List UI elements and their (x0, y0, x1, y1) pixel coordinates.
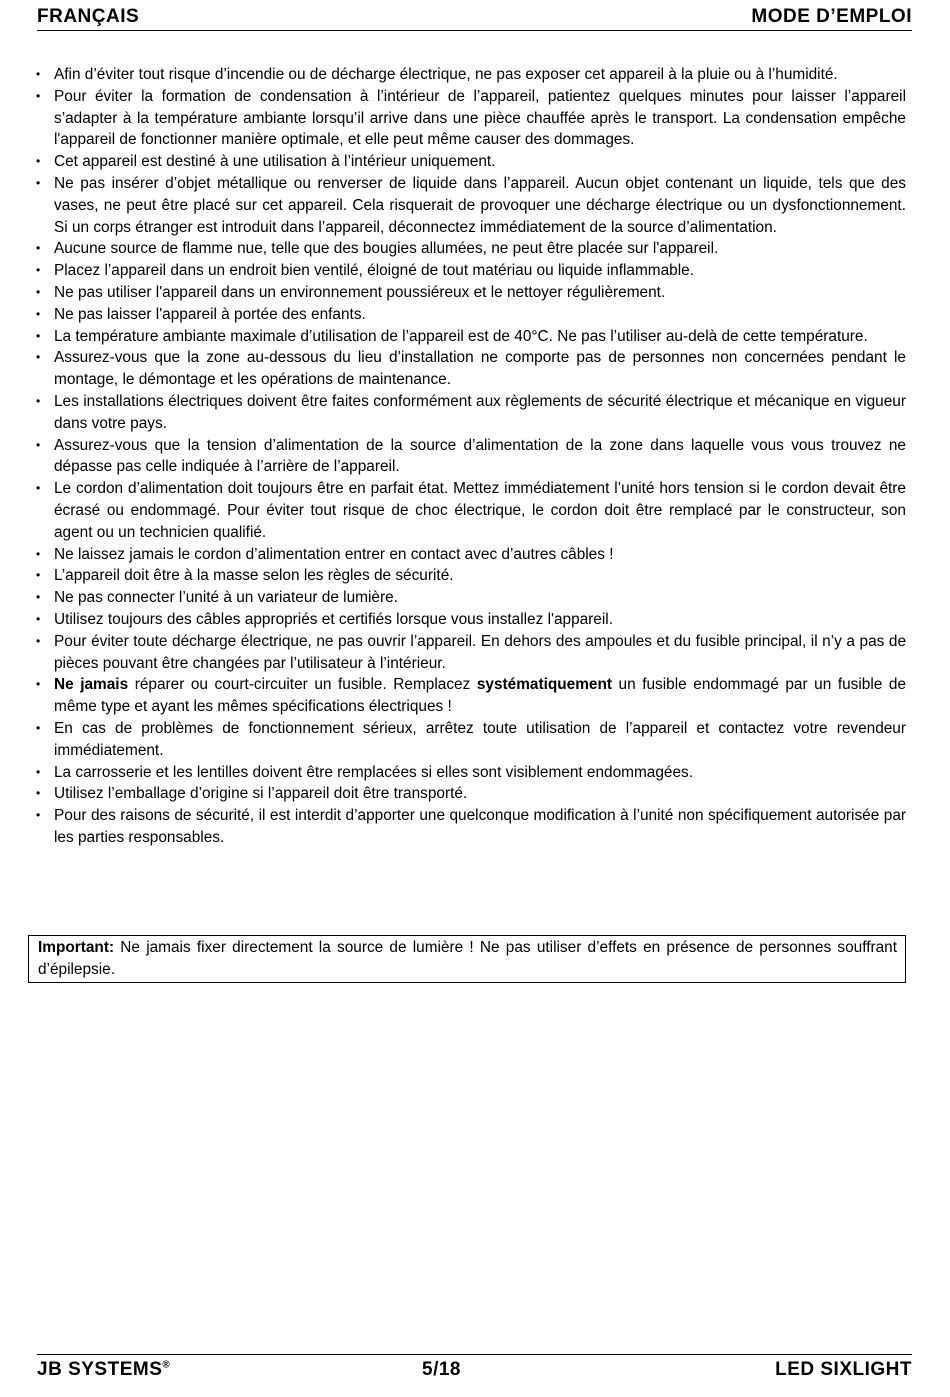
important-label: Important: (38, 939, 115, 956)
list-item-text: Ne laissez jamais le cordon d’alimentation entrer en contact avec d’autres câbles ! (54, 545, 614, 563)
list-item (36, 805, 906, 849)
list-item (36, 326, 906, 348)
list-item (36, 631, 906, 675)
list-item (36, 64, 906, 86)
list-item (36, 674, 906, 718)
list-item (36, 86, 906, 151)
footer-brand (37, 1357, 170, 1383)
list-item (36, 391, 906, 435)
bullet-icon: • (36, 328, 41, 343)
bullet-icon: • (36, 720, 41, 735)
list-item-text: Ne pas connecter l’unité à un variateur de lumière. (54, 589, 398, 607)
list-item-text: Placez l’appareil dans un endroit bien ventilé, éloigné de tout matériau ou liquide inflammable. (54, 262, 694, 280)
list-item-text: Pour éviter toute décharge électrique, ne pas ouvrir l’appareil. En dehors des ampoules et du fusible principal, il n’y a pas de pièces pouvant être changées par l’utilisateur à l’intérieur. (54, 632, 906, 672)
list-item-text: Utilisez l’emballage d’origine si l’appareil doit être transporté. (54, 785, 468, 803)
list-item (36, 260, 906, 282)
list-item (36, 282, 906, 304)
bullet-list (36, 64, 906, 849)
list-item-text: Afin d’éviter tout risque d’incendie ou de décharge électrique, ne pas exposer cet appareil à la pluie ou à l’humidité. (54, 66, 838, 83)
bullet-icon: • (36, 677, 41, 692)
bullet-icon: • (36, 241, 41, 256)
list-item-text: Aucune source de flamme nue, telle que des bougies allumées, ne peut être placée sur l'appareil. (54, 240, 719, 258)
list-item (36, 173, 906, 238)
bullet-icon: • (36, 633, 41, 648)
bullet-icon: • (36, 568, 41, 583)
bullet-icon: • (36, 481, 41, 496)
list-item-text: Cet appareil est destiné à une utilisation à l’intérieur uniquement. (54, 153, 496, 171)
bullet-icon: • (36, 786, 41, 801)
list-item (36, 718, 906, 762)
list-item-text: Les installations électriques doivent être faites conformément aux règlements de sécurité électrique et mécanique en vigueur dans votre pays. (54, 392, 906, 432)
bullet-icon: • (36, 284, 41, 299)
bullet-icon: • (36, 67, 41, 81)
bullet-icon: • (36, 611, 41, 626)
list-item-text: En cas de problèmes de fonctionnement sérieux, arrêtez toute utilisation de l’appareil et contactez votre revendeur immédiatement. (54, 719, 906, 759)
important-notice (28, 935, 906, 983)
list-item (36, 565, 906, 587)
list-item (36, 544, 906, 566)
header-language: FRANÇAIS (37, 6, 140, 27)
list-item (36, 478, 906, 543)
list-item-text: Assurez-vous que la tension d’alimentation de la source d’alimentation de la zone dans laquelle vous vous trouvez ne dépasse pas celle indiquée à l’arrière de l’appareil. (54, 436, 906, 476)
list-item-text: un fusible endommagé par un fusible de même type et ayant les mêmes spécifications électriques ! (54, 676, 907, 716)
footer-product: LED SIXLIGHT (775, 1359, 912, 1380)
footer-brand-name: JB SYSTEMS (37, 1359, 163, 1380)
list-item (36, 783, 906, 805)
important-text: Ne jamais fixer directement la source de lumière ! Ne pas utiliser d’effets en présence de personnes souffrant d’épilepsie. (38, 939, 897, 978)
bullet-icon: • (36, 437, 41, 452)
bullet-icon: • (36, 306, 41, 321)
list-item (36, 238, 906, 260)
list-item-text: Ne pas insérer d’objet métallique ou renverser de liquide dans l’appareil. Aucun objet contenant un liquide, tels que des vases, ne peut être placé sur cet appareil. Cela risquerait de provoquer une décharge électrique ou un dysfonctionnement. Si un corps étranger est introduit dans l’appareil, déconnectez immédiatement de la source d’alimentation. (54, 174, 906, 236)
list-item-text: L’appareil doit être à la masse selon les règles de sécurité. (54, 567, 454, 585)
bullet-icon: • (36, 808, 41, 823)
list-item-text: Pour éviter la formation de condensation à l’intérieur de l’appareil, patientez quelques minutes pour laisser l’appareil s’adapter à la température ambiante lorsqu’il arrive dans une pièce chauffée après le transport. La condensation empêche l'appareil de fonctionner manière optimale, et elle peut même causer des dommages. (54, 87, 906, 149)
list-item-text: La température ambiante maximale d’utilisation de l’appareil est de 40°C. Ne pas l’utiliser au-delà de cette température. (54, 327, 868, 345)
bullet-icon: • (36, 350, 41, 365)
page-footer (37, 1354, 912, 1391)
list-item (36, 762, 906, 784)
page-header (37, 2, 912, 31)
safety-instructions (36, 64, 906, 849)
bullet-icon: • (36, 154, 41, 169)
bullet-icon: • (36, 175, 41, 190)
bullet-icon: • (36, 393, 41, 408)
list-item-text: La carrosserie et les lentilles doivent être remplacées si elles sont visiblement endommagées. (54, 763, 694, 781)
list-item-text: Assurez-vous que la zone au-dessous du lieu d’installation ne comporte pas de personnes non concernées pendant le montage, le démontage et les opérations de maintenance. (54, 349, 906, 389)
emphasis-text: systématiquement (476, 676, 612, 694)
list-item-text: Ne pas laisser l'appareil à portée des enfants. (54, 305, 366, 323)
list-item-text: Le cordon d’alimentation doit toujours être en parfait état. Mettez immédiatement l’unité hors tension si le cordon devait être écrasé ou endommagé. Pour éviter tout risque de choc électrique, le cordon doit être remplacé par le constructeur, son agent ou un technicien qualifié. (54, 480, 906, 541)
bullet-icon: • (36, 546, 41, 561)
list-item (36, 435, 906, 479)
bullet-icon: • (36, 590, 41, 605)
registered-mark: ® (162, 1359, 171, 1371)
header-title: MODE D’EMPLOI (751, 6, 912, 27)
list-item (36, 151, 906, 173)
list-item (36, 609, 906, 631)
list-item (36, 347, 906, 391)
page-number: 5/18 (422, 1359, 461, 1380)
emphasis-text: Ne jamais (54, 676, 129, 694)
bullet-icon: • (36, 764, 41, 779)
list-item-text: réparer ou court-circuiter un fusible. Remplacez (128, 676, 477, 694)
list-item (36, 304, 906, 326)
list-item (36, 587, 906, 609)
bullet-icon: • (36, 263, 41, 278)
list-item-text: Utilisez toujours des câbles appropriés et certifiés lorsque vous installez l'appareil. (54, 610, 613, 628)
list-item-text: Ne pas utiliser l'appareil dans un environnement poussiéreux et le nettoyer régulièrement. (54, 283, 666, 301)
list-item-text: Pour des raisons de sécurité, il est interdit d’apporter une quelconque modification à l’unité non spécifiquement autorisée par les parties responsables. (54, 807, 906, 846)
bullet-icon: • (36, 88, 41, 103)
